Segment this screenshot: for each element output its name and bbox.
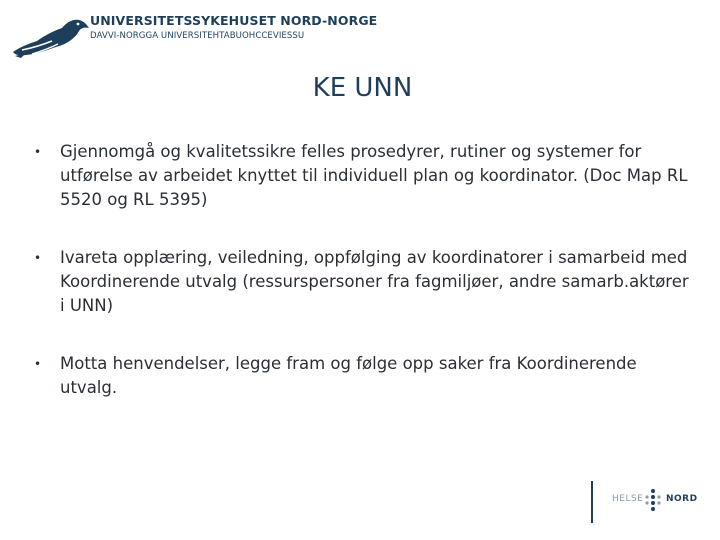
seabird-icon xyxy=(10,10,90,58)
logo-name: UNIVERSITETSSYKEHUSET NORD-NORGE xyxy=(90,13,378,28)
bullet-list xyxy=(34,140,694,400)
bullet-item xyxy=(34,140,694,212)
bullet-text: Ivareta opplæring, veiledning, oppfølging av koordinatorer i samarbeid med Koordinerende utvalg (ressurspersoner fra fagmiljøer, andre samarb.aktører i UNN) xyxy=(60,248,689,315)
unn-logo xyxy=(10,10,378,58)
bullet-marker: • xyxy=(34,357,42,371)
logo-subtitle: DAVVI-NORGGA UNIVERSITEHTABUOHCCEVIESSU xyxy=(90,31,305,41)
footer-divider xyxy=(591,481,593,523)
footer-brand-left: HELSE xyxy=(612,494,644,504)
helse-nord-logo xyxy=(612,488,702,512)
footer-brand-right: NORD xyxy=(666,494,698,504)
slide-title: KE UNN xyxy=(312,73,413,103)
bullet-item xyxy=(34,246,694,318)
bullet-marker: • xyxy=(34,145,42,159)
bullet-text: Motta henvendelser, legge fram og følge opp saker fra Koordinerende utvalg. xyxy=(60,354,637,397)
bullet-marker: • xyxy=(34,251,42,265)
bullet-item xyxy=(34,352,694,400)
dot-cluster-icon xyxy=(643,488,663,512)
bullet-text: Gjennomgå og kvalitetssikre felles prosedyrer, rutiner og systemer for utførelse av arbeidet knyttet til individuell plan og koordinator. (Doc Map RL 5520 og RL 5395) xyxy=(60,142,688,209)
